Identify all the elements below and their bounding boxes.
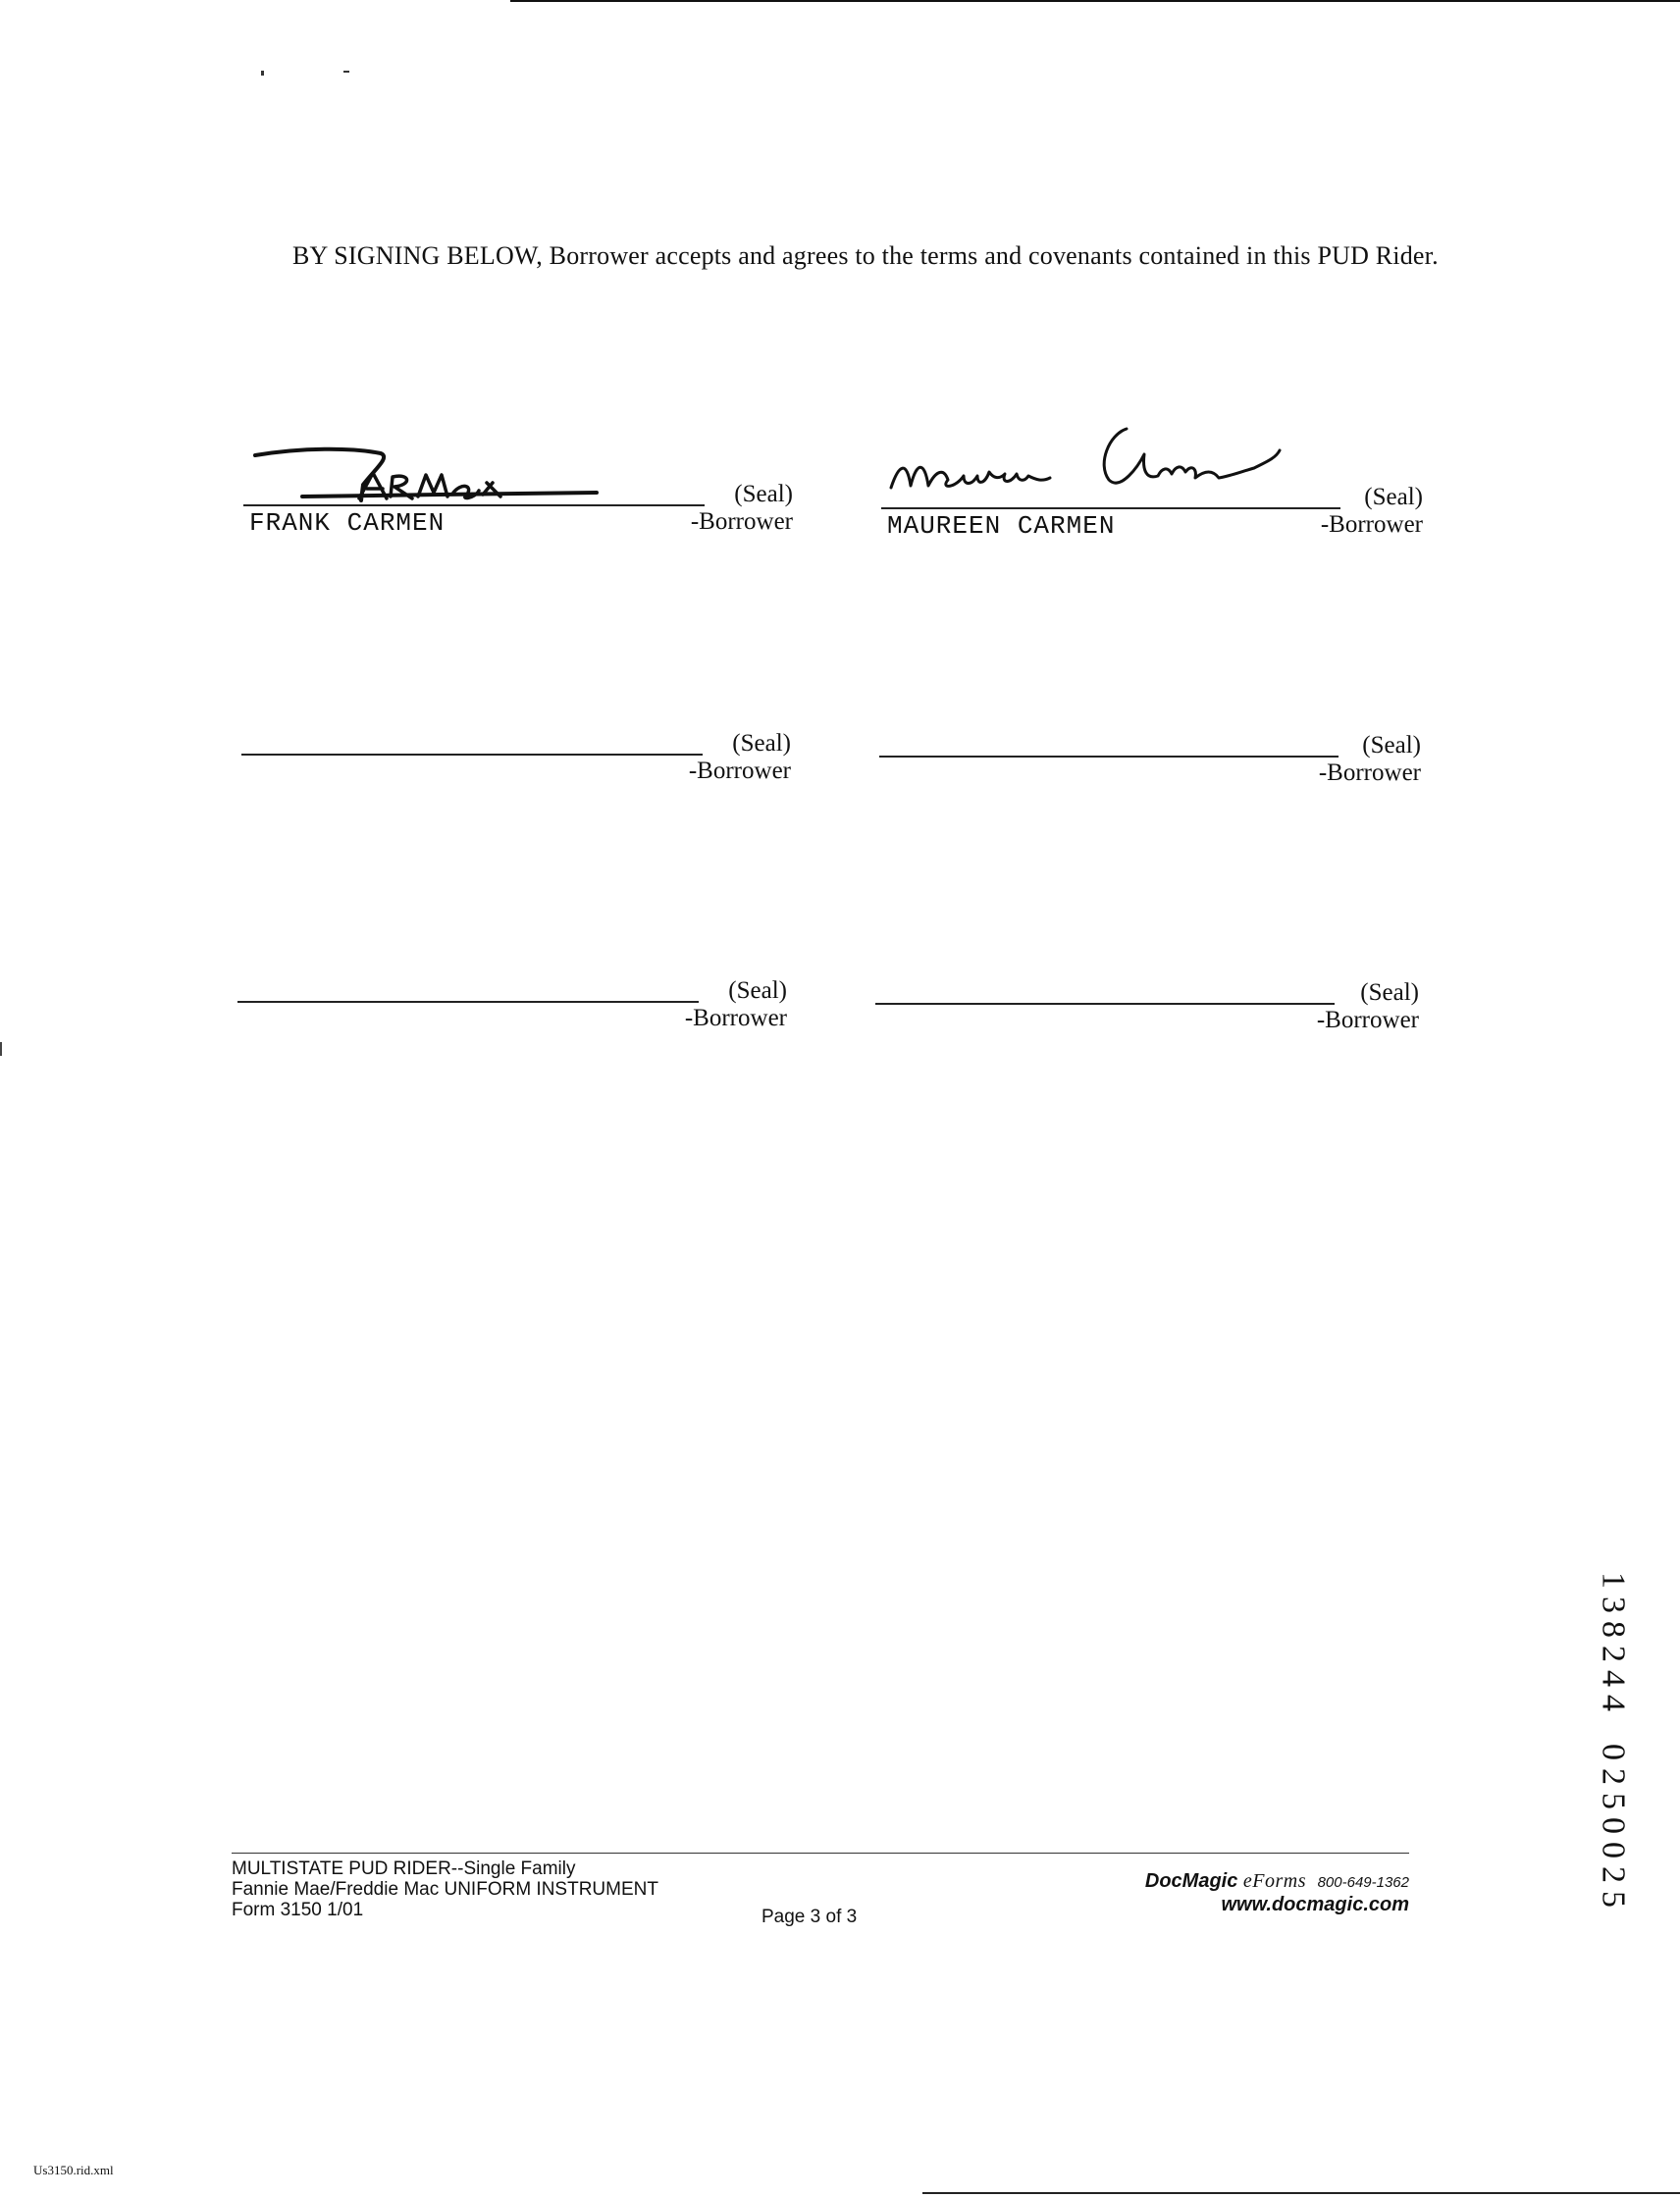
- vendor-info: [1079, 1870, 1409, 1916]
- signature-block-blank: [241, 693, 791, 801]
- vendor-name: DocMagic: [1144, 1870, 1238, 1892]
- signature-block-frank-carmen: [243, 444, 793, 551]
- vendor-phone: 800-649-1362: [1317, 1874, 1409, 1891]
- borrower-label: -Borrower: [684, 1005, 787, 1031]
- signer-name: MAUREEN CARMEN: [887, 511, 1116, 541]
- seal-label: (Seal): [1360, 979, 1419, 1006]
- handwritten-signature-frank-carmen: [243, 404, 616, 512]
- vendor-product-logo: eForms: [1242, 1870, 1307, 1892]
- bottom-edge-rule: [922, 2192, 1680, 2194]
- signature-line: [875, 1003, 1335, 1005]
- acceptance-text: BY SIGNING BELOW, Borrower accepts and agrees to the terms and covenants contained in this PUD Rider.: [292, 241, 1439, 270]
- borrower-label: -Borrower: [690, 508, 793, 535]
- signature-block-blank: [879, 695, 1421, 803]
- signature-line: [881, 507, 1340, 509]
- seal-label: (Seal): [1364, 484, 1423, 510]
- source-file-id: Us3150.rid.xml: [33, 2163, 114, 2177]
- form-title: MULTISTATE PUD RIDER--Single Family: [232, 1858, 576, 1879]
- signature-line: [237, 1001, 699, 1003]
- signature-block-maureen-carmen: [881, 446, 1423, 554]
- borrower-label: -Borrower: [1318, 759, 1421, 786]
- borrower-label: -Borrower: [1316, 1007, 1419, 1033]
- uniform-instrument: Fannie Mae/Freddie Mac UNIFORM INSTRUMENT: [232, 1879, 658, 1900]
- loan-number-stamp: 1 3 8 2 4 4 0 2 5 0 0 2 5: [1595, 1572, 1632, 1908]
- seal-label: (Seal): [1362, 732, 1421, 759]
- form-number: Form 3150 1/01: [232, 1900, 364, 1920]
- seal-label: (Seal): [734, 481, 793, 507]
- signature-line: [879, 756, 1339, 758]
- handwritten-signature-maureen-carmen: [881, 407, 1313, 515]
- borrower-label: -Borrower: [688, 758, 791, 784]
- scan-speck: [261, 71, 264, 76]
- page-number: Page 3 of 3: [761, 1907, 858, 1927]
- top-edge-rule: [510, 0, 1680, 2]
- signature-line: [241, 754, 703, 756]
- signer-name: FRANK CARMEN: [249, 508, 446, 538]
- seal-label: (Seal): [728, 977, 787, 1004]
- scan-mark: [0, 1042, 2, 1056]
- footer-rule: [232, 1853, 1409, 1854]
- footer-form-info: [232, 1858, 658, 1920]
- borrower-label: -Borrower: [1320, 511, 1423, 538]
- signature-line: [243, 504, 705, 506]
- seal-label: (Seal): [732, 730, 791, 757]
- vendor-website: www.docmagic.com: [1221, 1894, 1409, 1915]
- acceptance-statement: [236, 239, 1472, 273]
- scan-speck: [343, 71, 349, 73]
- signature-block-blank: [875, 942, 1419, 1050]
- signature-block-blank: [237, 940, 787, 1048]
